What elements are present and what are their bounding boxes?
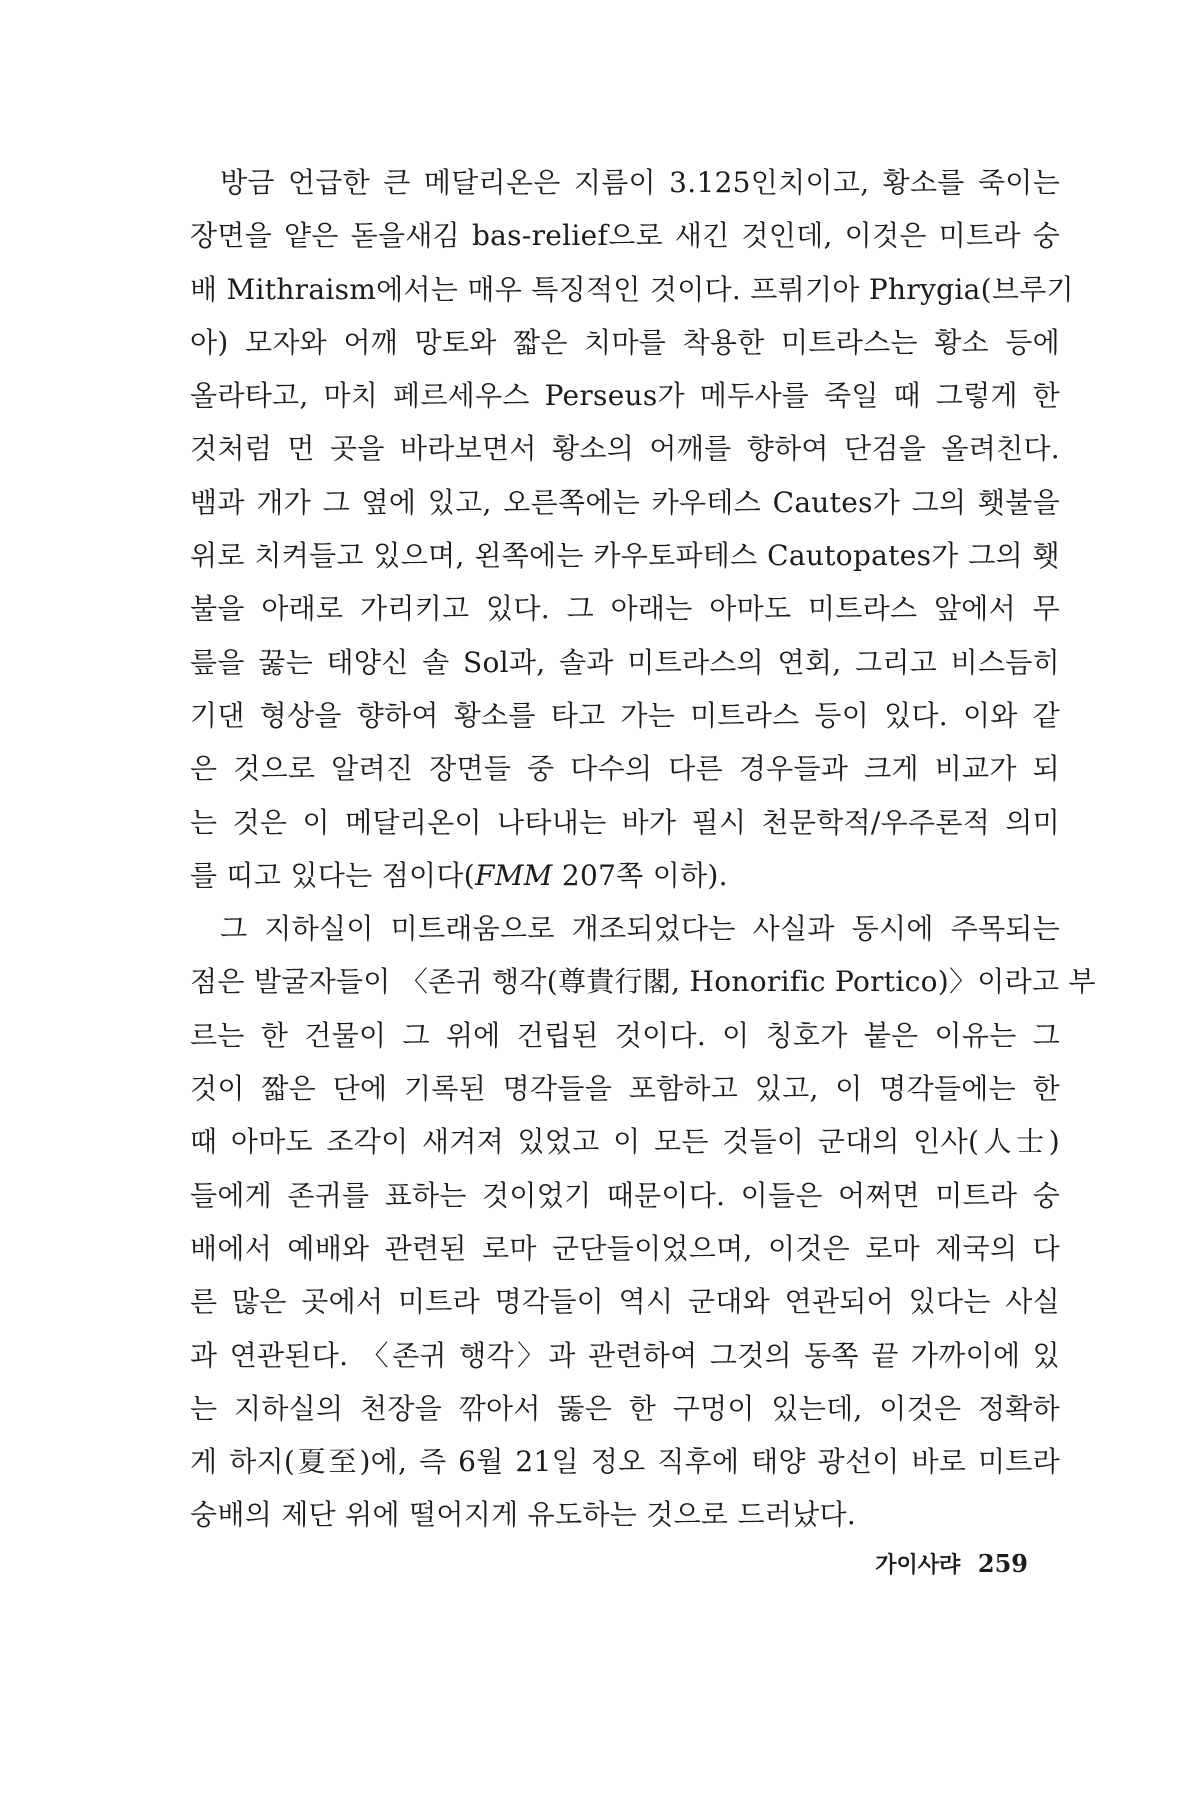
text-line: 는 지하실의 천장을 깎아서 뚫은 한 구멍이 있는데, 이것은 정확하 [190,1391,1060,1425]
text-line: 배 Mithraism에서는 매우 특징적인 것이다. 프뤼기아 Phrygia(브루기 [190,272,1074,306]
text-line: 장면을 얕은 돋을새김 bas-relief으로 새긴 것인데, 이것은 미트라 숭 [190,219,1060,253]
text-line: 는 것은 이 메달리온이 나타내는 바가 필시 천문학적/우주론적 의미 [190,805,1060,839]
text-line: 위로 치켜들고 있으며, 왼쪽에는 카우토파테스 Cautopates가 그의 횃 [190,539,1060,573]
text-line: 방금 언급한 큰 메달리온은 지름이 3.125인치이고, 황소를 죽이는 [220,166,1060,199]
text-line: 것처럼 먼 곳을 바라보면서 황소의 어깨를 향하여 단검을 올려친다. [190,432,1060,466]
text-line: 릎을 꿇는 태양신 솔 Sol과, 솔과 미트라스의 연회, 그리고 비스듬히 [190,645,1060,679]
text-line: 점은 발굴자들이 〈존귀 행각(尊貴行閣, Honorific Portico)〉이라고 부 [190,965,1096,999]
text-line: 그 지하실이 미트래움으로 개조되었다는 사실과 동시에 주목되는 [220,912,1060,946]
text-line: 숭배의 제단 위에 떨어지게 유도하는 것으로 드러났다. [190,1498,857,1532]
text-line: 르는 한 건물이 그 위에 건립된 것이다. 이 칭호가 붙은 이유는 그 [190,1018,1060,1052]
text-line: 때 아마도 조각이 새겨져 있었고 이 모든 것들이 군대의 인사(人士) [190,1125,1060,1159]
text-line: 과 연관된다. 〈존귀 행각〉과 관련하여 그것의 동쪽 끝 가까이에 있 [190,1338,1060,1372]
text-line: 아) 모자와 어깨 망토와 짧은 치마를 착용한 미트라스는 황소 등에 [190,325,1060,359]
text-line: 기댄 형상을 향하여 황소를 타고 가는 미트라스 등이 있다. 이와 같 [190,698,1060,732]
text-line: 른 많은 곳에서 미트라 명각들이 역시 군대와 연관되어 있다는 사실 [190,1285,1060,1319]
paragraph-1 [190,156,1074,902]
text-line: 불을 아래로 가리키고 있다. 그 아래는 아마도 미트라스 앞에서 무 [190,592,1060,626]
citation-abbrev: FMM [474,858,553,892]
text-line: 뱀과 개가 그 옆에 있고, 오른쪽에는 카우테스 Cautes가 그의 횃불을 [190,485,1060,519]
text-line: 배에서 예배와 관련된 로마 군단들이었으며, 이것은 로마 제국의 다 [190,1231,1060,1265]
text-line: 게 하지(夏至)에, 즉 6월 21일 정오 직후에 태양 광선이 바로 미트라 [190,1445,1060,1479]
text-line: 를 띠고 있다는 점이다(FMM 207쪽 이하). [190,858,728,892]
text-line: 은 것으로 알려진 장면들 중 다수의 다른 경우들과 크게 비교가 되 [190,752,1060,786]
paragraph-2 [190,902,1096,1542]
page-footer [875,1548,1028,1579]
running-title: 가이사랴 [875,1553,961,1578]
page-number: 259 [977,1549,1028,1578]
text-line: 들에게 존귀를 표하는 것이었기 때문이다. 이들은 어쩌면 미트라 숭 [190,1178,1060,1212]
text-line: 올라타고, 마치 페르세우스 Perseus가 메두사를 죽일 때 그렇게 한 [190,379,1060,413]
body-text [190,156,1096,1542]
text-line: 것이 짧은 단에 기록된 명각들을 포함하고 있고, 이 명각들에는 한 [190,1072,1060,1106]
